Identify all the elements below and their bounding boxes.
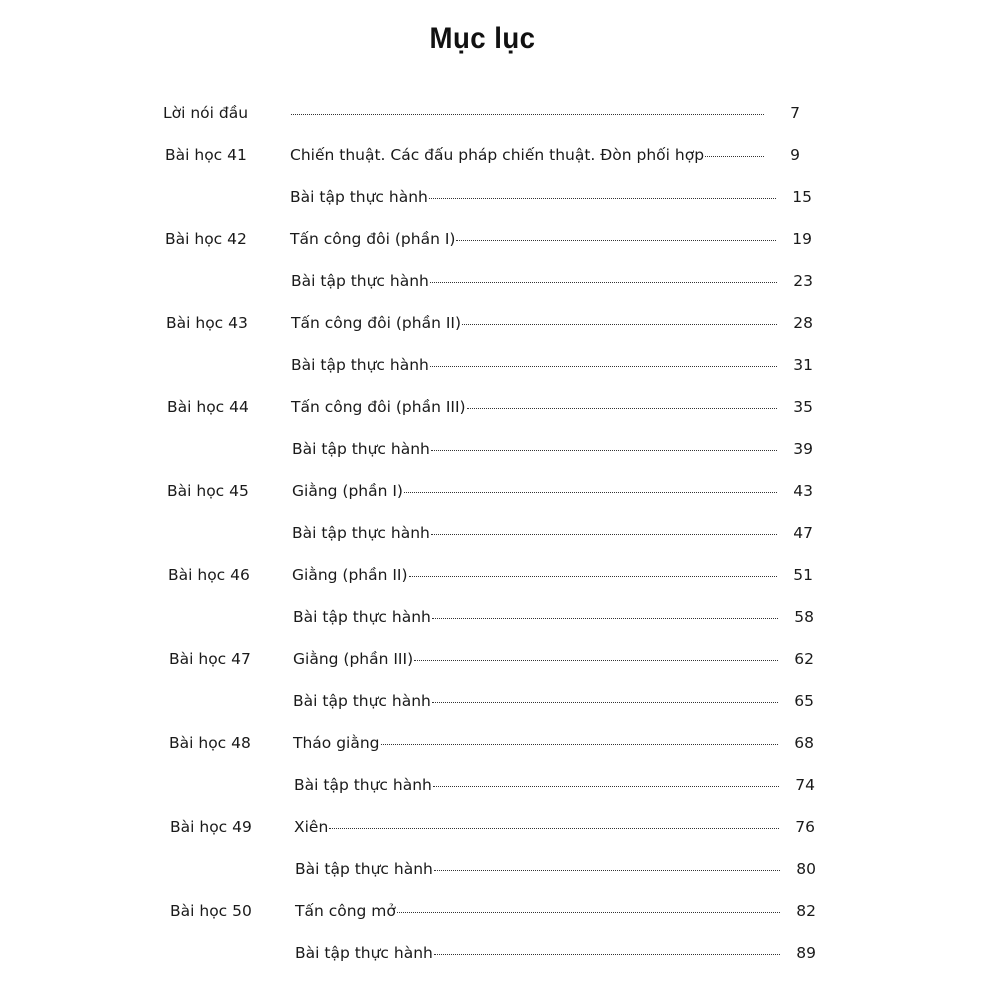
toc-entry	[293, 692, 814, 710]
page-number: 28	[793, 314, 813, 332]
dot-leader	[462, 324, 777, 325]
toc-row	[0, 97, 985, 139]
toc-entry	[293, 734, 814, 752]
toc-entry	[293, 650, 814, 668]
page-number: 47	[793, 524, 813, 542]
lesson-label: Bài học 46	[168, 566, 250, 584]
entry-title: Bài tập thực hành	[291, 356, 429, 374]
entry-title: Tấn công đôi (phần III)	[291, 398, 466, 416]
toc-row	[0, 265, 985, 307]
page-number: 58	[794, 608, 814, 626]
toc-entry	[290, 230, 812, 248]
entry-title: Bài tập thực hành	[292, 440, 430, 458]
toc-row	[0, 349, 985, 391]
page-number: 15	[792, 188, 812, 206]
entry-title: Bài tập thực hành	[290, 188, 428, 206]
dot-leader	[291, 114, 764, 115]
toc-list	[0, 97, 985, 979]
toc-row	[0, 811, 985, 853]
dot-leader	[432, 702, 778, 703]
toc-entry	[292, 566, 813, 584]
dot-leader	[414, 660, 778, 661]
toc-row	[0, 223, 985, 265]
page-number: 7	[790, 104, 800, 122]
dot-leader	[467, 408, 777, 409]
toc-entry	[291, 356, 813, 374]
entry-title: Tấn công đôi (phần II)	[291, 314, 462, 332]
page-number: 65	[794, 692, 814, 710]
page-number: 80	[796, 860, 816, 878]
page-number: 35	[793, 398, 813, 416]
toc-row	[0, 139, 985, 181]
page-number: 76	[795, 818, 815, 836]
toc-entry	[291, 272, 813, 290]
toc-row	[0, 727, 985, 769]
page-number: 68	[794, 734, 814, 752]
toc-row	[0, 769, 985, 811]
toc-entry	[295, 902, 816, 920]
lesson-label: Bài học 48	[169, 734, 251, 752]
entry-title: Giằng (phần III)	[293, 650, 414, 668]
toc-row	[0, 895, 985, 937]
entry-title: Bài tập thực hành	[295, 860, 433, 878]
dot-leader	[430, 282, 777, 283]
dot-leader	[431, 450, 777, 451]
toc-entry	[294, 776, 815, 794]
lesson-label: Bài học 47	[169, 650, 251, 668]
toc-entry	[292, 440, 813, 458]
toc-row	[0, 181, 985, 223]
dot-leader	[456, 240, 776, 241]
toc-entry	[294, 818, 815, 836]
dot-leader	[434, 954, 780, 955]
toc-entry	[290, 146, 800, 164]
dot-leader	[434, 870, 780, 871]
toc-entry	[290, 104, 800, 122]
toc-row	[0, 685, 985, 727]
toc-row	[0, 853, 985, 895]
entry-title: Tháo giằng	[293, 734, 380, 752]
entry-title: Bài tập thực hành	[292, 524, 430, 542]
lesson-label: Bài học 41	[165, 146, 247, 164]
lesson-label: Bài học 43	[166, 314, 248, 332]
dot-leader	[381, 744, 778, 745]
dot-leader	[432, 618, 778, 619]
page-number: 43	[793, 482, 813, 500]
page-number: 62	[794, 650, 814, 668]
dot-leader	[431, 534, 777, 535]
entry-title: Bài tập thực hành	[293, 608, 431, 626]
lesson-label: Bài học 49	[170, 818, 252, 836]
dot-leader	[409, 576, 777, 577]
toc-entry	[290, 188, 812, 206]
page-number: 39	[793, 440, 813, 458]
toc-row	[0, 559, 985, 601]
page-number: 74	[795, 776, 815, 794]
lesson-label: Lời nói đầu	[163, 104, 249, 122]
dot-leader	[429, 198, 776, 199]
dot-leader	[705, 156, 764, 157]
entry-title: Bài tập thực hành	[294, 776, 432, 794]
entry-title: Bài tập thực hành	[295, 944, 433, 962]
toc-row	[0, 937, 985, 979]
toc-row	[0, 517, 985, 559]
lesson-label: Bài học 44	[167, 398, 249, 416]
entry-title: Chiến thuật. Các đấu pháp chiến thuật. Đòn phối hợp	[290, 146, 705, 164]
toc-row	[0, 433, 985, 475]
page-number: 51	[793, 566, 813, 584]
toc-entry	[295, 944, 816, 962]
toc-row	[0, 307, 985, 349]
entry-title: Tấn công đôi (phần I)	[290, 230, 456, 248]
entry-title: Xiên	[294, 818, 329, 836]
toc-entry	[291, 314, 813, 332]
page-number: 82	[796, 902, 816, 920]
toc-entry	[292, 482, 813, 500]
toc-row	[0, 391, 985, 433]
entry-title: Giằng (phần I)	[292, 482, 403, 500]
dot-leader	[329, 828, 779, 829]
entry-title: Bài tập thực hành	[291, 272, 429, 290]
toc-row	[0, 643, 985, 685]
toc-entry	[293, 608, 814, 626]
page-number: 19	[792, 230, 812, 248]
toc-entry	[291, 398, 813, 416]
dot-leader	[397, 912, 780, 913]
dot-leader	[404, 492, 777, 493]
page-number: 9	[790, 146, 800, 164]
page-title: Mục lục	[429, 22, 536, 55]
page-number: 23	[793, 272, 813, 290]
entry-title: Tấn công mở	[295, 902, 396, 920]
page-number: 89	[796, 944, 816, 962]
entry-title: Giằng (phần II)	[292, 566, 408, 584]
lesson-label: Bài học 42	[165, 230, 247, 248]
toc-entry	[295, 860, 816, 878]
lesson-label: Bài học 45	[167, 482, 249, 500]
dot-leader	[433, 786, 779, 787]
toc-entry	[292, 524, 813, 542]
toc-row	[0, 475, 985, 517]
toc-row	[0, 601, 985, 643]
dot-leader	[430, 366, 777, 367]
page-number: 31	[793, 356, 813, 374]
lesson-label: Bài học 50	[170, 902, 252, 920]
entry-title: Bài tập thực hành	[293, 692, 431, 710]
